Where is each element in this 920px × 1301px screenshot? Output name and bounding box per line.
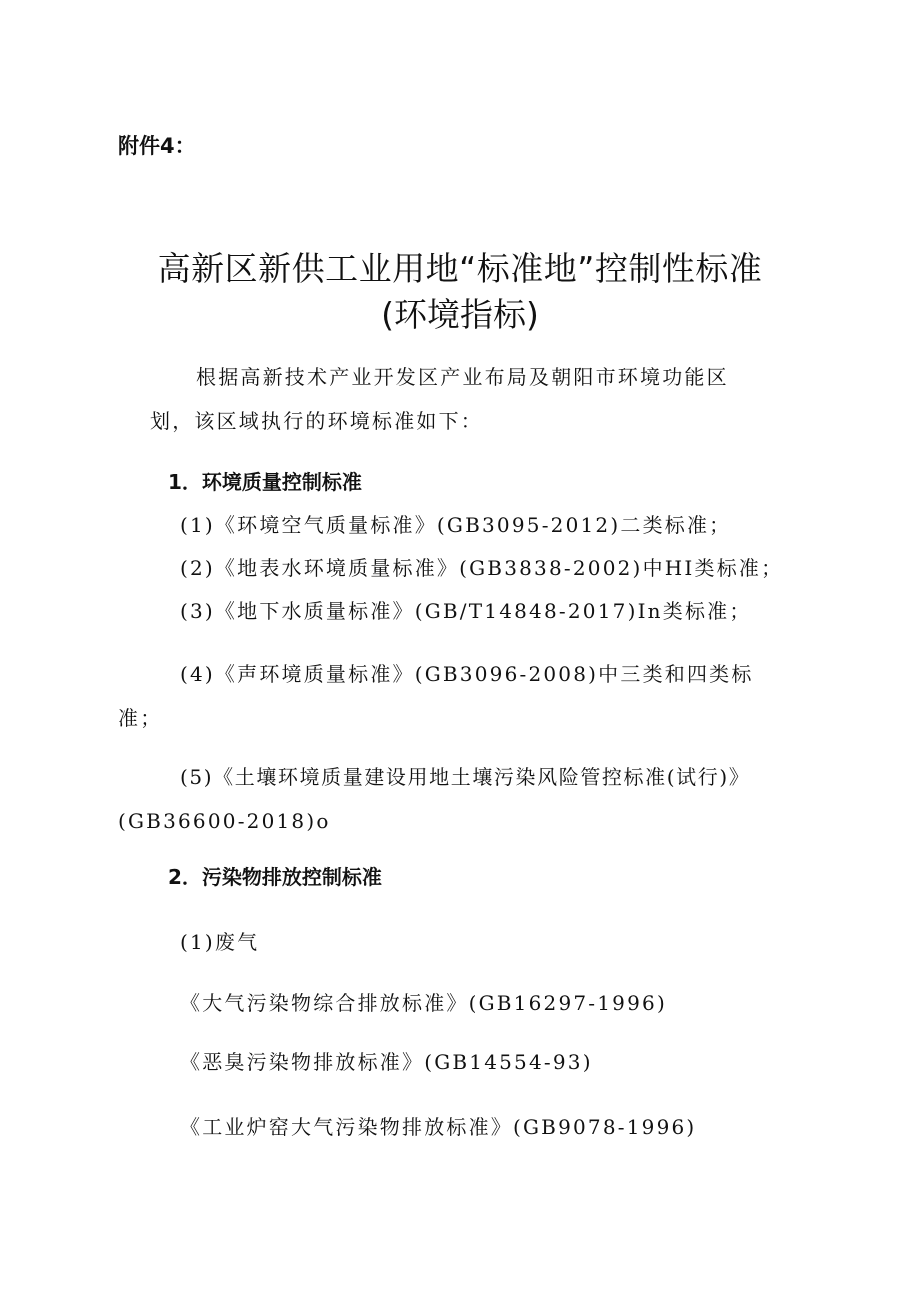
attachment-label: 附件4： <box>118 134 196 158</box>
document-title-line1: 高新区新供工业用地“标准地”控制性标准 <box>157 249 763 288</box>
section1-item-4-line2: 准； <box>118 706 163 730</box>
section1-item-4-line1: (4)《声环境质量标准》(GB3096-2008)中三类和四类标 <box>180 662 754 686</box>
section1-item-5-line1: (5)《土壤环境质量建设用地土壤污染风险管控标准(试行)》 <box>180 765 751 789</box>
section1-item-2: (2)《地表水环境质量标准》(GB3838-2002)中HI类标准； <box>180 556 784 580</box>
section1-item-1: (1)《环境空气质量标准》(GB3095-2012)二类标准； <box>180 513 732 537</box>
standard-item: 《恶臭污染物排放标准》(GB14554-93) <box>180 1050 593 1074</box>
intro-line1: 根据高新技术产业开发区产业布局及朝阳市环境功能区 <box>196 365 729 389</box>
section2-heading: 2．污染物排放控制标准 <box>168 865 382 889</box>
section2-sub-waste-gas: (1)废气 <box>180 930 260 954</box>
section1-heading: 1．环境质量控制标准 <box>168 470 362 494</box>
intro-line2: 划，该区域执行的环境标准如下： <box>150 409 483 433</box>
section1-item-3: (3)《地下水质量标准》(GB/T14848-2017)In类标准； <box>180 599 752 623</box>
document-title-line2: (环境指标) <box>381 295 539 334</box>
standard-item: 《工业炉窑大气污染物排放标准》(GB9078-1996) <box>180 1115 697 1139</box>
section1-item-5-line2: (GB36600-2018)o <box>118 809 331 833</box>
standard-item: 《大气污染物综合排放标准》(GB16297-1996) <box>180 991 667 1015</box>
